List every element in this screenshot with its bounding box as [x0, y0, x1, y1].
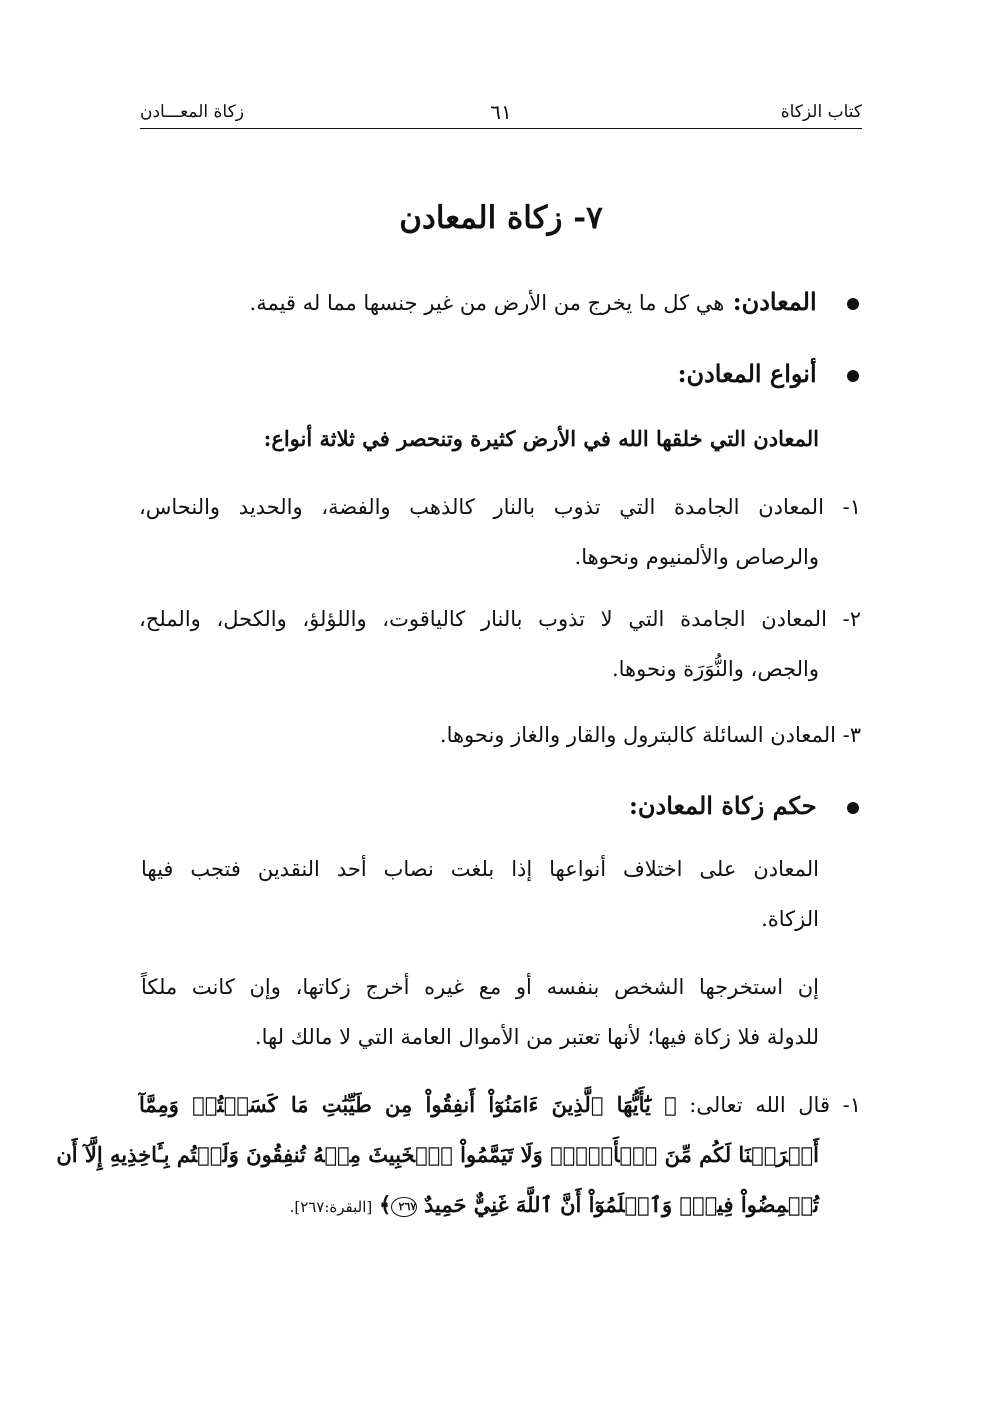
evidence-intro: ١- قال الله تعالى: — [689, 1093, 861, 1117]
ruling-p1-line2: الزكاة. — [761, 907, 819, 931]
ruling-p2-line2: للدولة فلا زكاة فيها؛ لأنها تعتبر من الأموال العامة التي لا مالك لها. — [254, 1025, 819, 1049]
evidence-line1 — [139, 1080, 861, 1130]
types-heading: أنواع المعادن: — [677, 359, 817, 388]
type-item-3 — [139, 710, 861, 760]
header-section-title: زكاة المعـــادن — [140, 102, 244, 122]
ruling-p2-line1: إن استخرجها الشخص بنفسه أو مع غيره أخرج زكاتها، وإن كانت ملكاً — [141, 975, 819, 999]
type-item-2-line2: والجص، والنُّوَرَة ونحوها. — [611, 657, 819, 681]
type-item-1 — [139, 482, 861, 582]
definition-text: هي كل ما يخرج من الأرض من غير جنسها مما له قيمة. — [249, 291, 725, 315]
type-item-3-line1: ٣- المعادن السائلة كالبترول والقار والغاز ونحوها. — [439, 723, 861, 747]
page-number: ٦١ — [490, 100, 512, 124]
verse-reference: [البقرة:٢٦٧]. — [289, 1198, 373, 1216]
verse-line3: تُغۡمِضُواْ فِيهِۚ وَٱعۡلَمُوٓاْ أَنَّ ٱللَّهَ غَنِيٌّ حَمِيدٌ — [423, 1192, 819, 1217]
ruling-bullet — [141, 784, 861, 828]
verse-line2: أَخۡرَجۡنَا لَكُم مِّنَ ٱلۡأَرۡضِۖ وَلَا تَيَمَّمُواْ ٱلۡخَبِيثَ مِنۡهُ تُنفِقُونَ وَلَسۡتُم بِـَٔاخِذِيهِ إِلَّآ أَن — [56, 1142, 819, 1167]
evidence-line3 — [139, 1180, 861, 1232]
type-item-2-line1: ٢- المعادن الجامدة التي لا تذوب بالنار كالياقوت، واللؤلؤ، والكحل، والملح، — [139, 607, 861, 631]
type-item-1-line1: ١- المعادن الجامدة التي تذوب بالنار كالذهب والفضة، والحديد والنحاس، — [139, 495, 861, 519]
ruling-paragraph-2 — [141, 962, 819, 1062]
verse-line1: ﴿ يَٰٓأَيُّهَا ٱلَّذِينَ ءَامَنُوٓاْ أَنفِقُواْ مِن طَيِّبَٰتِ مَا كَسَبۡتُمۡ وَمِمَّآ — [139, 1092, 677, 1117]
type-item-1-line2: والرصاص والألمنيوم ونحوها. — [574, 545, 819, 569]
bullet-icon — [847, 298, 859, 310]
section-title: ٧- زكاة المعادن — [399, 200, 603, 236]
ruling-p1-line1: المعادن على اختلاف أنواعها إذا بلغت نصاب أحد النقدين فتجب فيها — [141, 857, 819, 881]
ruling-paragraph-1 — [141, 844, 819, 944]
definition-term: المعادن: — [732, 287, 817, 316]
ayah-number-marker: ٢٦٧ — [391, 1197, 417, 1217]
bullet-icon — [847, 802, 859, 814]
definition-bullet — [141, 280, 861, 325]
running-header — [140, 100, 862, 126]
header-book-title: كتاب الزكاة — [780, 102, 862, 122]
ruling-heading: حكم زكاة المعادن: — [629, 791, 817, 820]
type-item-2 — [139, 594, 861, 694]
bullet-icon — [847, 370, 859, 382]
closing-bracket: ﴾ — [378, 1192, 392, 1217]
header-rule — [140, 128, 862, 129]
types-intro: المعادن التي خلقها الله في الأرض كثيرة وتنحصر في ثلاثة أنواع: — [263, 426, 819, 451]
evidence-quran — [56, 1080, 861, 1232]
types-bullet — [141, 352, 861, 396]
